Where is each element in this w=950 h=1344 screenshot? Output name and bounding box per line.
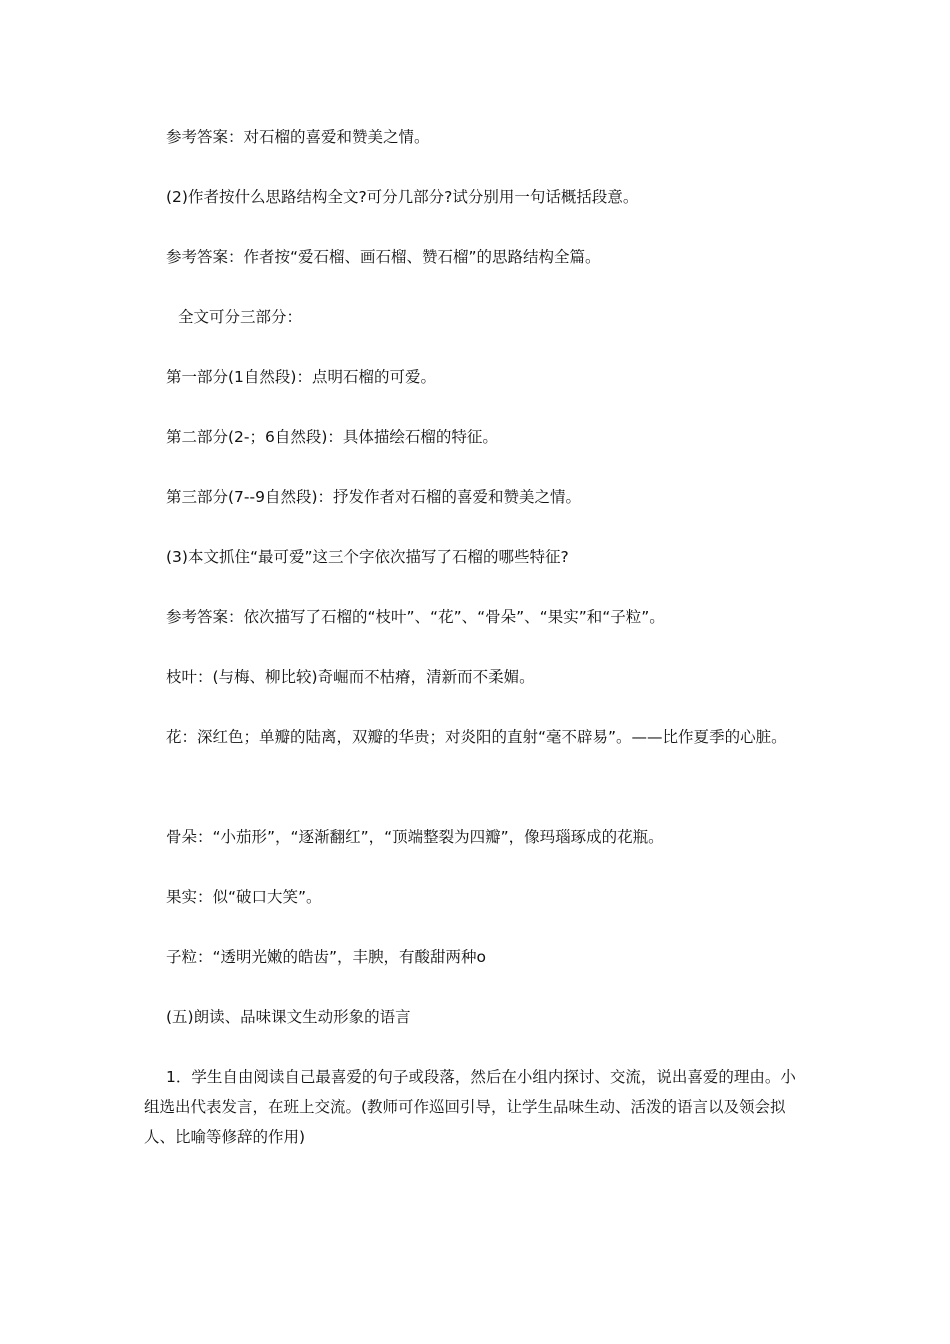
feature-seeds: 子粒：“透明光嫩的皓齿”，丰腴，有酸甜两种o bbox=[166, 948, 487, 966]
question-2: (2)作者按什么思路结构全文?可分几部分?试分别用一句话概括段意。 bbox=[166, 188, 639, 206]
answer-paragraph-1: 参考答案：对石榴的喜爱和赞美之情。 bbox=[166, 128, 430, 146]
feature-branches: 枝叶：(与梅、柳比较)奇崛而不枯瘠，清新而不柔媚。 bbox=[166, 668, 535, 686]
part-three: 第三部分(7--9自然段)：抒发作者对石榴的喜爱和赞美之情。 bbox=[166, 488, 582, 506]
feature-fruit: 果实：似“破口大笑”。 bbox=[166, 888, 322, 906]
feature-bud: 骨朵：“小茄形”，“逐渐翻红”，“顶端整裂为四瓣”，像玛瑙琢成的花瓶。 bbox=[166, 828, 664, 846]
feature-flower: 花：深红色；单瓣的陆离，双瓣的华贵；对炎阳的直射“毫不辟易”。——比作夏季的心脏。 bbox=[166, 728, 787, 746]
question-3: (3)本文抓住“最可爱”这三个字依次描写了石榴的哪些特征? bbox=[166, 548, 569, 566]
activity-1: 1．学生自由阅读自己最喜爱的句子或段落，然后在小组内探讨、交流，说出喜爱的理由。小组选出代表发言，在班上交流。(教师可作巡回引导，让学生品味生动、活泼的语言以及领会拟人、比喻等修辞的作用) bbox=[144, 1068, 796, 1146]
structure-intro: 全文可分三部分： bbox=[178, 308, 303, 326]
section-five-heading: (五)朗读、品味课文生动形象的语言 bbox=[166, 1008, 411, 1026]
part-two: 第二部分(2-；6自然段)：具体描绘石榴的特征。 bbox=[166, 428, 498, 446]
part-one: 第一部分(1自然段)：点明石榴的可爱。 bbox=[166, 368, 436, 386]
answer-paragraph-2: 参考答案：作者按“爱石榴、画石榴、赞石榴”的思路结构全篇。 bbox=[166, 248, 601, 266]
answer-paragraph-3: 参考答案：依次描写了石榴的“枝叶”、“花”、“骨朵”、“果实”和“子粒”。 bbox=[166, 608, 665, 626]
